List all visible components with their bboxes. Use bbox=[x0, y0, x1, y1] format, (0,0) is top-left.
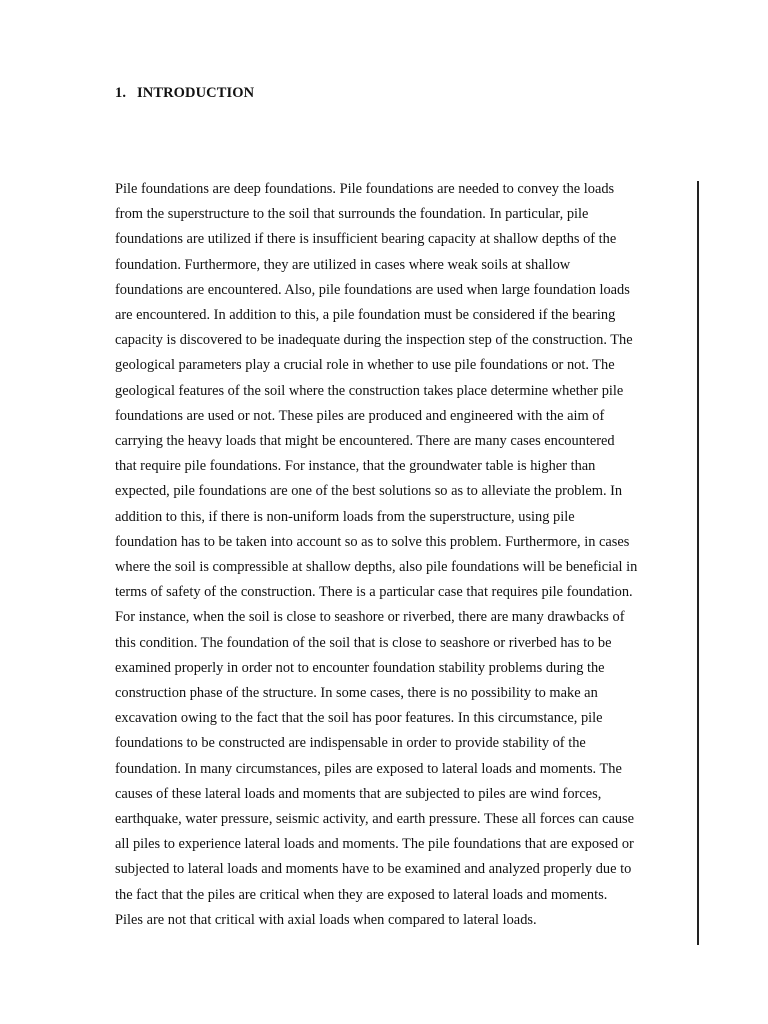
paragraph-line: examined properly in order not to encounter foundation stability problems during the bbox=[115, 659, 605, 676]
paragraph-line: Piles are not that critical with axial loads when compared to lateral loads. bbox=[115, 911, 537, 928]
change-bar bbox=[697, 181, 699, 945]
paragraph-line: geological parameters play a crucial role in whether to use pile foundations or not. The bbox=[115, 357, 615, 374]
paragraph-line: from the superstructure to the soil that surrounds the foundation. In particular, pile bbox=[115, 206, 589, 223]
paragraph-line: For instance, when the soil is close to seashore or riverbed, there are many drawbacks of bbox=[115, 609, 625, 626]
paragraph-line: foundation. In many circumstances, piles are exposed to lateral loads and moments. The bbox=[115, 760, 622, 777]
paragraph-line: terms of safety of the construction. There is a particular case that requires pile foundation. bbox=[115, 584, 633, 601]
paragraph-line: carrying the heavy loads that might be encountered. There are many cases encountered bbox=[115, 433, 615, 450]
section-title: INTRODUCTION bbox=[137, 85, 255, 101]
paragraph-line: construction phase of the structure. In some cases, there is no possibility to make an bbox=[115, 685, 598, 702]
paragraph-line: Pile foundations are deep foundations. Pile foundations are needed to convey the loads bbox=[115, 181, 615, 197]
paragraph-line: addition to this, if there is non-uniform loads from the superstructure, using pile bbox=[115, 508, 575, 525]
paragraph-line: where the soil is compressible at shallow depths, also pile foundations will be beneficial in bbox=[115, 559, 638, 576]
paragraph-line: all piles to experience lateral loads and moments. The pile foundations that are exposed or bbox=[115, 836, 634, 853]
paragraph-line: subjected to lateral loads and moments have to be examined and analyzed properly due to bbox=[115, 861, 632, 878]
paragraph-line: foundation has to be taken into account so as to solve this problem. Furthermore, in cases bbox=[115, 533, 630, 550]
paragraph-line: the fact that the piles are critical when they are exposed to lateral loads and moments. bbox=[115, 886, 608, 903]
paragraph-line: this condition. The foundation of the soil that is close to seashore or riverbed has to be bbox=[115, 634, 612, 651]
paragraph-line: that require pile foundations. For instance, that the groundwater table is higher than bbox=[115, 458, 596, 475]
paragraph-line: foundations to be constructed are indispensable in order to provide stability of the bbox=[115, 735, 586, 752]
paragraph-line: foundation. Furthermore, they are utilized in cases where weak soils at shallow bbox=[115, 256, 571, 273]
paragraph-line: foundations are used or not. These piles are produced and engineered with the aim of bbox=[115, 407, 605, 424]
section-heading bbox=[115, 85, 254, 102]
paragraph-line: causes of these lateral loads and moments that are subjected to piles are wind forces, bbox=[115, 785, 602, 802]
paragraph-line: geological features of the soil where the construction takes place determine whether pile bbox=[115, 382, 624, 399]
paragraph-line: foundations are encountered. Also, pile foundations are used when large foundation loads bbox=[115, 281, 630, 298]
paragraph-line: capacity is discovered to be inadequate during the inspection step of the construction. The bbox=[115, 332, 633, 349]
paragraph-line: are encountered. In addition to this, a pile foundation must be considered if the bearing bbox=[115, 307, 616, 324]
section-number: 1. bbox=[115, 85, 127, 101]
paragraph-line: expected, pile foundations are one of the best solutions so as to alleviate the problem. In bbox=[115, 483, 623, 500]
paragraph-line: foundations are utilized if there is insufficient bearing capacity at shallow depths of the bbox=[115, 231, 617, 248]
body-paragraph bbox=[115, 177, 675, 933]
paragraph-line: earthquake, water pressure, seismic activity, and earth pressure. These all forces can cause bbox=[115, 811, 635, 828]
paragraph-line: excavation owing to the fact that the soil has poor features. In this circumstance, pile bbox=[115, 710, 603, 727]
